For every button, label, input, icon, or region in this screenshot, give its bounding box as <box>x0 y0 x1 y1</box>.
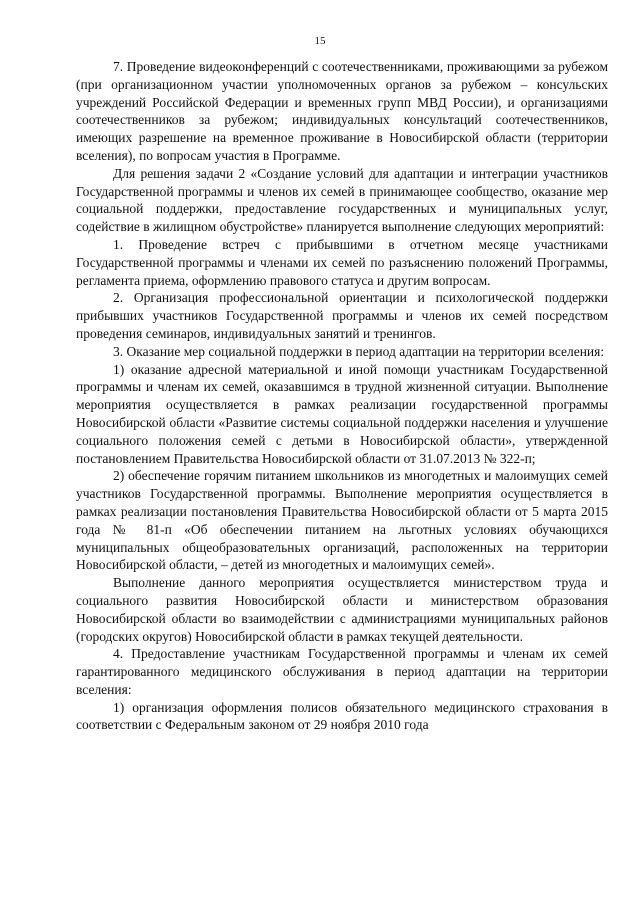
paragraph-item-3-social-support: 3. Оказание мер социальной поддержки в период адаптации на территории вселения: <box>113 343 605 359</box>
paragraph-item-4-medical-service: 4. Предоставление участникам Государственной программы и членам их семей гарантированного медицинского обслуживания в период адаптации на территории вселения: <box>76 646 608 697</box>
paragraph-subitem-2-hot-meals: 2) обеспечение горячим питанием школьников из многодетных и малоимущих семей участников Государственной программы. Выполнение мероприятия осуществляется в рамках реализации постановления Правительства Новосибирской области от 5 марта 2015 года № 81-п «Об обеспечении питанием на льготных условиях обучающихся муниципальных общеобразовательных организаций, расположенных на территории Новосибирской области, – детей из многодетных и малоимущих семей». <box>76 468 608 573</box>
paragraph-subitem-1-targeted-aid: 1) оказание адресной материальной и иной помощи участникам Государственной программы и членам их семей, оказавшимся в трудной жизненной ситуации. Выполнение мероприятия осуществляется в рамках реализации государственной программы Новосибирской области «Развитие системы социальной поддержки населения и улучшение социального положения семей с детьми в Новосибирской области», утвержденной постановлением Правительства Новосибирской области от 31.07.2013 № 322-п; <box>76 361 608 466</box>
paragraph-task-2-intro: Для решения задачи 2 «Создание условий для адаптации и интеграции участников Государственной программы и членов их семей в принимающее сообщество, оказание мер социальной поддержки, предоставление государственных и муниципальных услуг, содействие в жилищном обустройстве» планируется выполнение следующих мероприятий: <box>76 165 608 235</box>
paragraph-item-1-meetings: 1. Проведение встреч с прибывшими в отчетном месяце участниками Государственной программы и членами их семей по разъяснению положений Программы, регламента приема, оформлению правового статуса и другим вопросам. <box>76 236 608 288</box>
paragraph-item-2-professional-orientation: 2. Организация профессиональной ориентации и психологической поддержки прибывших участников Государственной программы и членов их семей посредством проведения семинаров, индивидуальных занятий и тренингов. <box>76 290 608 341</box>
paragraph-execution-note: Выполнение данного мероприятия осуществляется министерством труда и социального развития Новосибирской области и министерством образования Новосибирской области во взаимодействии с администрациями муниципальных районов (городских округов) Новосибирской области в рамках текущей деятельности. <box>76 575 608 644</box>
paragraph-item-7-videoconferences: 7. Проведение видеоконференций с соотечественниками, проживающими за рубежом (при организационном участии уполномоченных органов за рубежом – консульских учреждений Российской Федерации и временных групп МВД России), и организациями соотечественников за рубежом; индивидуальных консультаций соотечественников, имеющих разрешение на временное проживание в Новосибирской области (территории вселения), по вопросам участия в Программе. <box>76 59 608 163</box>
paragraph-subitem-1-insurance-policies: 1) организация оформления полисов обязательного медицинского страхования в соответствии с Федеральным законом от 29 ноября 2010 года <box>76 699 608 733</box>
document-body <box>76 58 608 734</box>
page-number: 15 <box>314 35 326 47</box>
